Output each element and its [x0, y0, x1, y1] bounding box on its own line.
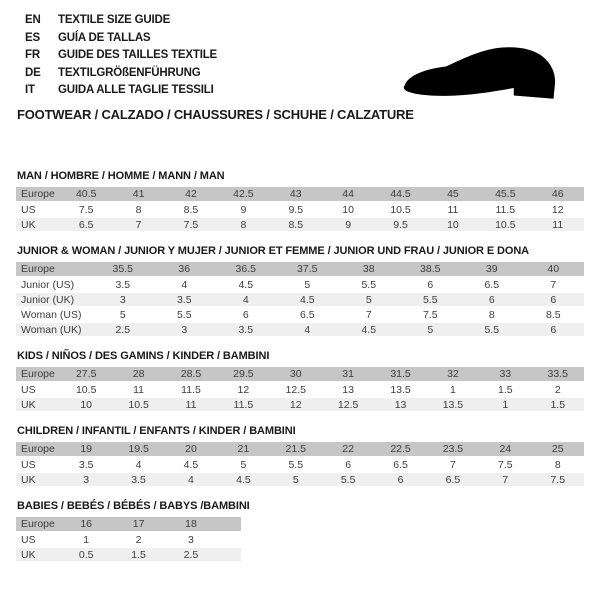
size-cell: 17 — [112, 517, 164, 532]
size-cell: 7 — [427, 457, 479, 472]
size-cell: 10 — [322, 202, 374, 217]
language-list — [25, 12, 217, 100]
size-cell: 1.5 — [112, 547, 164, 562]
table-header-row — [16, 367, 584, 382]
table-header-row — [16, 187, 584, 202]
size-cell: 12 — [532, 202, 584, 217]
size-cell: 6 — [322, 457, 374, 472]
size-cell: 10.5 — [60, 382, 112, 397]
size-cell: 11.5 — [479, 202, 531, 217]
region-label: Woman (UK) — [16, 322, 92, 337]
size-cell: 6 — [400, 277, 462, 292]
size-cell: 4.5 — [217, 472, 269, 487]
size-cell: 6.5 — [427, 472, 479, 487]
size-cell: 33.5 — [532, 367, 584, 382]
table-title: CHILDREN / INFANTIL / ENFANTS / KINDER / BAMBINI — [17, 425, 296, 437]
table-title: KIDS / NIÑOS / DES GAMINS / KINDER / BAMBINI — [17, 350, 270, 362]
size-cell: 11 — [532, 217, 584, 232]
size-cell: 3.5 — [215, 322, 277, 337]
spacer-cell — [217, 532, 241, 547]
language-row — [25, 65, 217, 83]
size-table-section — [16, 170, 584, 233]
size-cell: 4.5 — [215, 277, 277, 292]
size-cell: 1 — [479, 397, 531, 412]
region-label: US — [16, 382, 60, 397]
size-cell: 21 — [217, 442, 269, 457]
size-cell: 6.5 — [374, 457, 426, 472]
size-cell: 44 — [322, 187, 374, 202]
size-cell: 7 — [112, 217, 164, 232]
size-cell: 8.5 — [523, 307, 585, 322]
region-label: Europe — [16, 442, 60, 457]
size-cell: 5.5 — [322, 472, 374, 487]
size-cell: 2.5 — [92, 322, 154, 337]
size-cell: 10.5 — [374, 202, 426, 217]
size-cell: 5 — [270, 472, 322, 487]
region-label: Europe — [16, 262, 92, 277]
size-cell: 5 — [338, 292, 400, 307]
size-cell: 45.5 — [479, 187, 531, 202]
region-label: Junior (UK) — [16, 292, 92, 307]
size-cell: 6.5 — [277, 307, 339, 322]
size-table-section — [16, 350, 584, 413]
table-row — [16, 217, 584, 232]
size-cell: 6 — [523, 322, 585, 337]
size-cell: 23.5 — [427, 442, 479, 457]
size-cell: 6.5 — [60, 217, 112, 232]
size-cell: 9 — [322, 217, 374, 232]
table-row — [16, 397, 584, 412]
size-cell: 22.5 — [374, 442, 426, 457]
size-cell: 18 — [165, 517, 217, 532]
table-row — [16, 292, 584, 307]
size-cell: 25 — [532, 442, 584, 457]
size-cell: 24 — [479, 442, 531, 457]
size-cell: 3.5 — [112, 472, 164, 487]
size-cell: 39 — [461, 262, 523, 277]
size-table — [16, 367, 584, 413]
size-cell: 4 — [215, 292, 277, 307]
size-cell: 1 — [427, 382, 479, 397]
size-cell: 12.5 — [322, 397, 374, 412]
language-row — [25, 12, 217, 30]
size-cell: 4 — [165, 472, 217, 487]
size-cell: 11 — [165, 397, 217, 412]
region-label: US — [16, 457, 60, 472]
size-table — [16, 517, 241, 563]
size-cell: 5 — [277, 277, 339, 292]
size-cell: 40.5 — [60, 187, 112, 202]
size-cell: 8 — [112, 202, 164, 217]
region-label: Europe — [16, 517, 60, 532]
size-cell: 42.5 — [217, 187, 269, 202]
size-cell: 10.5 — [479, 217, 531, 232]
size-cell: 11 — [427, 202, 479, 217]
language-title: GUIDA ALLE TAGLIE TESSILI — [58, 84, 214, 96]
size-cell: 11.5 — [165, 382, 217, 397]
language-code: FR — [25, 49, 40, 61]
language-title: TEXTILGRÖßENFÜHRUNG — [58, 66, 201, 79]
size-cell: 41 — [112, 187, 164, 202]
region-label: UK — [16, 397, 60, 412]
size-cell: 32 — [427, 367, 479, 382]
table-row — [16, 322, 584, 337]
region-label: UK — [16, 217, 60, 232]
size-cell: 11.5 — [217, 397, 269, 412]
size-cell: 28.5 — [165, 367, 217, 382]
table-header-row — [16, 262, 584, 277]
size-cell: 2 — [532, 382, 584, 397]
size-cell: 6 — [215, 307, 277, 322]
size-cell: 6 — [374, 472, 426, 487]
table-row — [16, 547, 241, 562]
size-cell: 3.5 — [92, 277, 154, 292]
size-cell: 6.5 — [461, 277, 523, 292]
size-cell: 19.5 — [112, 442, 164, 457]
size-cell: 42 — [165, 187, 217, 202]
size-cell: 12 — [217, 382, 269, 397]
table-header-row — [16, 517, 241, 532]
size-cell: 19 — [60, 442, 112, 457]
size-cell: 3 — [92, 292, 154, 307]
language-row — [25, 47, 217, 65]
size-cell: 5 — [92, 307, 154, 322]
language-row — [25, 30, 217, 48]
size-cell: 12.5 — [270, 382, 322, 397]
region-label: US — [16, 202, 60, 217]
size-cell: 30 — [270, 367, 322, 382]
size-cell: 1.5 — [532, 397, 584, 412]
size-cell: 38.5 — [400, 262, 462, 277]
size-cell: 7.5 — [60, 202, 112, 217]
size-cell: 4.5 — [165, 457, 217, 472]
size-cell: 9 — [217, 202, 269, 217]
size-cell: 20 — [165, 442, 217, 457]
table-header-row — [16, 442, 584, 457]
size-cell: 4.5 — [338, 322, 400, 337]
size-cell: 5.5 — [338, 277, 400, 292]
language-code: IT — [25, 84, 35, 96]
region-label: Woman (US) — [16, 307, 92, 322]
size-cell: 10 — [427, 217, 479, 232]
size-cell: 46 — [532, 187, 584, 202]
size-cell: 37.5 — [277, 262, 339, 277]
language-code: ES — [25, 31, 40, 44]
size-cell: 7.5 — [479, 457, 531, 472]
size-cell: 13 — [374, 397, 426, 412]
region-label: Europe — [16, 367, 60, 382]
region-label: US — [16, 532, 60, 547]
size-cell: 5.5 — [461, 322, 523, 337]
size-cell: 11 — [112, 382, 164, 397]
size-cell: 7 — [338, 307, 400, 322]
tables-container — [16, 170, 584, 575]
table-row — [16, 277, 584, 292]
size-cell: 5 — [217, 457, 269, 472]
size-cell: 8 — [461, 307, 523, 322]
size-cell: 8.5 — [165, 202, 217, 217]
size-cell: 1 — [60, 532, 112, 547]
size-cell: 0.5 — [60, 547, 112, 562]
size-cell: 13.5 — [427, 397, 479, 412]
table-row — [16, 382, 584, 397]
size-cell: 7 — [523, 277, 585, 292]
size-cell: 28 — [112, 367, 164, 382]
table-row — [16, 532, 241, 547]
size-cell: 45 — [427, 187, 479, 202]
size-cell: 10 — [60, 397, 112, 412]
size-cell: 36 — [154, 262, 216, 277]
size-cell: 7.5 — [400, 307, 462, 322]
shoe-icon — [393, 26, 575, 117]
size-cell: 31.5 — [374, 367, 426, 382]
size-cell: 21.5 — [270, 442, 322, 457]
size-cell: 7.5 — [165, 217, 217, 232]
size-cell: 38 — [338, 262, 400, 277]
size-cell: 36.5 — [215, 262, 277, 277]
language-code: EN — [25, 14, 41, 26]
size-cell: 6 — [523, 292, 585, 307]
size-cell: 9.5 — [270, 202, 322, 217]
spacer-cell — [217, 517, 241, 532]
table-row — [16, 457, 584, 472]
size-cell: 2.5 — [165, 547, 217, 562]
size-cell: 12 — [270, 397, 322, 412]
size-table-section — [16, 245, 584, 338]
table-title: MAN / HOMBRE / HOMME / MANN / MAN — [17, 170, 225, 182]
size-cell: 4 — [112, 457, 164, 472]
size-table — [16, 262, 584, 338]
size-cell: 27.5 — [60, 367, 112, 382]
size-cell: 13.5 — [374, 382, 426, 397]
size-cell: 3.5 — [60, 457, 112, 472]
size-cell: 4.5 — [277, 292, 339, 307]
size-cell: 9.5 — [374, 217, 426, 232]
size-cell: 44.5 — [374, 187, 426, 202]
language-title: GUIDE DES TAILLES TEXTILE — [58, 49, 217, 61]
table-title: JUNIOR & WOMAN / JUNIOR Y MUJER / JUNIOR ET FEMME / JUNIOR UND FRAU / JUNIOR E DONA — [17, 245, 530, 257]
size-cell: 7 — [479, 472, 531, 487]
size-cell: 4 — [277, 322, 339, 337]
language-title: GUÍA DE TALLAS — [58, 31, 151, 44]
table-title: BABIES / BEBÉS / BÉBÉS / BABYS /BAMBINI — [17, 500, 250, 512]
size-cell: 13 — [322, 382, 374, 397]
size-cell: 1.5 — [479, 382, 531, 397]
size-cell: 7.5 — [532, 472, 584, 487]
region-label: UK — [16, 472, 60, 487]
size-cell: 33 — [479, 367, 531, 382]
table-row — [16, 472, 584, 487]
size-cell: 5 — [400, 322, 462, 337]
size-cell: 3 — [154, 322, 216, 337]
language-code: DE — [25, 66, 41, 79]
size-cell: 3.5 — [154, 292, 216, 307]
size-cell: 8 — [532, 457, 584, 472]
size-cell: 5.5 — [400, 292, 462, 307]
size-cell: 35.5 — [92, 262, 154, 277]
size-cell: 31 — [322, 367, 374, 382]
size-table-section — [16, 500, 584, 563]
size-cell: 5.5 — [270, 457, 322, 472]
spacer-cell — [217, 547, 241, 562]
size-cell: 4 — [154, 277, 216, 292]
language-title: TEXTILE SIZE GUIDE — [58, 14, 171, 26]
region-label: UK — [16, 547, 60, 562]
size-cell: 6 — [461, 292, 523, 307]
region-label: Europe — [16, 187, 60, 202]
size-table-section — [16, 425, 584, 488]
size-cell: 40 — [523, 262, 585, 277]
size-cell: 8 — [217, 217, 269, 232]
size-cell: 16 — [60, 517, 112, 532]
size-cell: 3 — [60, 472, 112, 487]
size-cell: 22 — [322, 442, 374, 457]
table-row — [16, 202, 584, 217]
size-table — [16, 442, 584, 488]
table-row — [16, 307, 584, 322]
language-row — [25, 82, 217, 100]
region-label: Junior (US) — [16, 277, 92, 292]
size-table — [16, 187, 584, 233]
size-cell: 8.5 — [270, 217, 322, 232]
size-cell: 10.5 — [112, 397, 164, 412]
size-cell: 2 — [112, 532, 164, 547]
size-cell: 43 — [270, 187, 322, 202]
size-cell: 3 — [165, 532, 217, 547]
size-cell: 29.5 — [217, 367, 269, 382]
size-cell: 5.5 — [154, 307, 216, 322]
category-header: FOOTWEAR / CALZADO / CHAUSSURES / SCHUHE / CALZATURE — [17, 107, 414, 122]
